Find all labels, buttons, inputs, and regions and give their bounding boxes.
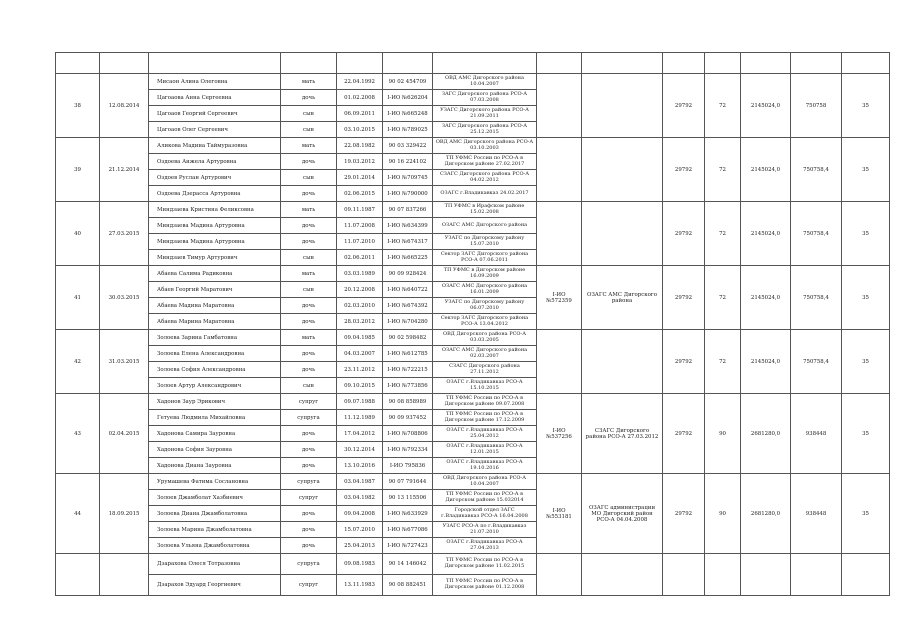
subsidy-cell: 750758,4 bbox=[791, 266, 842, 330]
record-number-cell: 43 bbox=[56, 394, 100, 474]
member-name-cell: Хадонова Самира Зауровна bbox=[149, 426, 281, 442]
table-row bbox=[56, 202, 890, 218]
member-issued-by-cell: ОЗАГС АМС Дигорского района bbox=[433, 218, 537, 234]
member-issued-by-cell: СЗАГС Дигорского района 27.11.2012 bbox=[433, 362, 537, 378]
member-name-cell: Абаев Георгий Маратович bbox=[149, 282, 281, 298]
member-birthdate-cell: 09.11.1987 bbox=[337, 202, 383, 218]
percent-cell: 35 bbox=[842, 202, 890, 266]
member-issued-by-cell: ОЗАГС г.Владикавказ РСО-А 12.01.2015 bbox=[433, 442, 537, 458]
member-document-cell: 90 07 837266 bbox=[383, 202, 433, 218]
percent-cell: 35 bbox=[842, 138, 890, 202]
table-row bbox=[56, 330, 890, 346]
record-number-cell: 38 bbox=[56, 74, 100, 138]
member-document-cell: I-ИО №612785 bbox=[383, 346, 433, 362]
marriage-doc-issuer-cell bbox=[582, 330, 663, 394]
member-relation-cell: дочь bbox=[281, 90, 337, 106]
record-date-cell: 30.03.2015 bbox=[100, 266, 149, 330]
record-date-cell: 18.09.2015 bbox=[100, 474, 149, 554]
member-document-cell: I-ИО №773856 bbox=[383, 378, 433, 394]
member-birthdate-cell: 23.11.2012 bbox=[337, 362, 383, 378]
subsidy-cell: 750758,4 bbox=[791, 202, 842, 266]
member-issued-by-cell: Сектор ЗАГС Дигорского района РСО-А 13.04.2012 bbox=[433, 314, 537, 330]
norm-cell: 72 bbox=[705, 202, 741, 266]
member-document-cell: 90 03 329422 bbox=[383, 138, 433, 154]
member-document-cell: 90 07 791644 bbox=[383, 474, 433, 490]
member-relation-cell: дочь bbox=[281, 346, 337, 362]
norm-cell: 72 bbox=[705, 138, 741, 202]
member-relation-cell: супруг bbox=[281, 575, 337, 596]
code-cell bbox=[663, 554, 705, 596]
table-row bbox=[56, 53, 890, 74]
member-document-cell: 90 14 146042 bbox=[383, 554, 433, 575]
member-name-cell: Золоева Ульяна Джамболатовна bbox=[149, 538, 281, 554]
member-relation-cell: мать bbox=[281, 138, 337, 154]
member-relation-cell: дочь bbox=[281, 538, 337, 554]
marriage-doc-number-cell: I-ИО №553181 bbox=[537, 474, 582, 554]
member-issued-by-cell: УЗАГС по Дигорскому району 15.07.2010 bbox=[433, 234, 537, 250]
member-issued-by-cell: ТП УФМС России по РСО-А в Дигорском районе 01.12.2008 bbox=[433, 575, 537, 596]
member-name-cell: Абаева Марина Маратовна bbox=[149, 314, 281, 330]
member-issued-by-cell: ОЗАГС г.Владикавказ РСО-А 25.04.2012 bbox=[433, 426, 537, 442]
member-document-cell: I-ИО №640722 bbox=[383, 282, 433, 298]
member-name-cell: Цагоаов Георгий Сергеевич bbox=[149, 106, 281, 122]
member-birthdate-cell: 25.04.2013 bbox=[337, 538, 383, 554]
member-name-cell: Дзарахова Олеся Тотразовна bbox=[149, 554, 281, 575]
member-issued-by-cell: ТП УФМС в Ирафском районе 15.02.2008 bbox=[433, 202, 537, 218]
sum-cell: 2145024,0 bbox=[741, 266, 791, 330]
member-relation-cell: супруг bbox=[281, 394, 337, 410]
member-name-cell: Золоева Диана Джамболатовна bbox=[149, 506, 281, 522]
member-document-cell: 90 02 454709 bbox=[383, 74, 433, 90]
subsidy-cell bbox=[791, 53, 842, 74]
member-name-cell: Дзарахов Эдуард Георгиевич bbox=[149, 575, 281, 596]
sum-cell bbox=[741, 554, 791, 596]
marriage-doc-issuer-cell bbox=[582, 554, 663, 596]
member-document-cell: 90 08 882451 bbox=[383, 575, 433, 596]
member-relation-cell: мать bbox=[281, 74, 337, 90]
member-document-cell: I-ИО №665225 bbox=[383, 250, 433, 266]
table-row bbox=[56, 266, 890, 282]
member-issued-by-cell: ТП УФМС России по РСО-А в Дигорском районе 27.02.2017 bbox=[433, 154, 537, 170]
member-name-cell: Гетуева Людмила Михайловна bbox=[149, 410, 281, 426]
member-relation-cell: мать bbox=[281, 330, 337, 346]
member-issued-by-cell: ОЗАГС г.Владикавказ РСО-А 27.04.2013 bbox=[433, 538, 537, 554]
member-document-cell: I-ИО №704280 bbox=[383, 314, 433, 330]
member-name-cell: Мисаон Алина Олеговна bbox=[149, 74, 281, 90]
percent-cell: 35 bbox=[842, 394, 890, 474]
member-relation-cell: дочь bbox=[281, 458, 337, 474]
member-birthdate-cell bbox=[337, 53, 383, 74]
member-birthdate-cell: 11.12.1989 bbox=[337, 410, 383, 426]
subsidy-cell: 938448 bbox=[791, 394, 842, 474]
member-issued-by-cell: ОЗАГС АМС Дигорского района 02.03.2007 bbox=[433, 346, 537, 362]
member-birthdate-cell: 06.09.2011 bbox=[337, 106, 383, 122]
member-issued-by-cell: ОВД Дигорского района РСО-А 03.03.2005 bbox=[433, 330, 537, 346]
code-cell: 29792 bbox=[663, 394, 705, 474]
record-number-cell: 41 bbox=[56, 266, 100, 330]
marriage-doc-issuer-cell bbox=[582, 74, 663, 138]
member-issued-by-cell: ТП УФМС России по РСО-А в Дигорском районе 17.12.2009 bbox=[433, 410, 537, 426]
member-issued-by-cell: ОЗАГС г.Владикавказ РСО-А 19.10.2016 bbox=[433, 458, 537, 474]
member-name-cell: Золоева Зарина Гамбатовна bbox=[149, 330, 281, 346]
sum-cell: 2145024,0 bbox=[741, 74, 791, 138]
percent-cell bbox=[842, 554, 890, 596]
member-birthdate-cell: 29.01.2014 bbox=[337, 170, 383, 186]
member-birthdate-cell: 17.04.2012 bbox=[337, 426, 383, 442]
member-relation-cell: дочь bbox=[281, 314, 337, 330]
record-date-cell: 21.12.2014 bbox=[100, 138, 149, 202]
member-birthdate-cell: 09.10.2015 bbox=[337, 378, 383, 394]
member-issued-by-cell: ОЗАГС АМС Дигорского района 16.01.2009 bbox=[433, 282, 537, 298]
marriage-doc-number-cell: I-ИО №537256 bbox=[537, 394, 582, 474]
member-birthdate-cell: 30.12.2014 bbox=[337, 442, 383, 458]
member-issued-by-cell bbox=[433, 53, 537, 74]
member-issued-by-cell: ТП УФМС России по РСО-А в Дигорском районе 15.032014 bbox=[433, 490, 537, 506]
record-date-cell bbox=[100, 554, 149, 596]
member-name-cell: Абаева Салима Радиковна bbox=[149, 266, 281, 282]
marriage-doc-number-cell bbox=[537, 138, 582, 202]
member-document-cell: 90 08 858989 bbox=[383, 394, 433, 410]
marriage-doc-issuer-cell bbox=[582, 53, 663, 74]
norm-cell bbox=[705, 53, 741, 74]
norm-cell: 72 bbox=[705, 74, 741, 138]
member-issued-by-cell: ТП УФМС России по РСО-А в Дигорском районе 11.02.2015 bbox=[433, 554, 537, 575]
member-name-cell: Золоев Джамболат Хазбиевич bbox=[149, 490, 281, 506]
record-number-cell: 44 bbox=[56, 474, 100, 554]
member-birthdate-cell: 20.12.2008 bbox=[337, 282, 383, 298]
marriage-doc-issuer-cell: СЗАГС Дигорского района РСО-А 27.03.2012 bbox=[582, 394, 663, 474]
member-document-cell bbox=[383, 53, 433, 74]
member-name-cell: Золоева Марина Джамболатовна bbox=[149, 522, 281, 538]
code-cell bbox=[663, 53, 705, 74]
member-name-cell: Миндзаева Кристина Феликсовна bbox=[149, 202, 281, 218]
member-birthdate-cell: 22.04.1992 bbox=[337, 74, 383, 90]
member-birthdate-cell: 11.07.2010 bbox=[337, 234, 383, 250]
member-birthdate-cell: 01.02.2008 bbox=[337, 90, 383, 106]
subsidy-cell: 750758 bbox=[791, 74, 842, 138]
member-document-cell: I-ИО №674317 bbox=[383, 234, 433, 250]
member-issued-by-cell: ОВД АМС Дигорского района РСО-А 03.10.2003 bbox=[433, 138, 537, 154]
member-issued-by-cell: ОВД АМС Дигорского района 10.04.2007 bbox=[433, 74, 537, 90]
code-cell: 29792 bbox=[663, 266, 705, 330]
member-name-cell bbox=[149, 53, 281, 74]
member-name-cell: Аликова Мадина Таймуразовна bbox=[149, 138, 281, 154]
table-row bbox=[56, 394, 890, 410]
record-date-cell bbox=[100, 53, 149, 74]
member-issued-by-cell: УЗАГС Дигорского района РСО-А 21.09.2011 bbox=[433, 106, 537, 122]
percent-cell bbox=[842, 53, 890, 74]
code-cell: 29792 bbox=[663, 202, 705, 266]
member-issued-by-cell: ОВД Дигорского района РСО-А 10.04.2007 bbox=[433, 474, 537, 490]
member-name-cell: Хадонова Диана Зауровна bbox=[149, 458, 281, 474]
member-birthdate-cell: 02.06.2015 bbox=[337, 186, 383, 202]
member-birthdate-cell: 03.04.1987 bbox=[337, 474, 383, 490]
member-birthdate-cell: 13.10.2016 bbox=[337, 458, 383, 474]
member-document-cell: I-ИО №665248 bbox=[383, 106, 433, 122]
member-document-cell: I-ИО №790000 bbox=[383, 186, 433, 202]
member-birthdate-cell: 11.07.2008 bbox=[337, 218, 383, 234]
member-name-cell: Абаева Мадина Маратовна bbox=[149, 298, 281, 314]
member-relation-cell: дочь bbox=[281, 154, 337, 170]
member-relation-cell: супруга bbox=[281, 410, 337, 426]
member-relation-cell: сын bbox=[281, 170, 337, 186]
marriage-doc-number-cell bbox=[537, 330, 582, 394]
member-document-cell: I-ИО №708806 bbox=[383, 426, 433, 442]
subsidy-cell: 750758,4 bbox=[791, 330, 842, 394]
member-birthdate-cell: 09.04.1985 bbox=[337, 330, 383, 346]
member-document-cell: 90 09 937452 bbox=[383, 410, 433, 426]
code-cell: 29792 bbox=[663, 74, 705, 138]
member-name-cell: Цагоаов Олег Сергеевич bbox=[149, 122, 281, 138]
member-relation-cell: мать bbox=[281, 202, 337, 218]
table-row bbox=[56, 74, 890, 90]
member-name-cell: Миндзаев Тимур Артурович bbox=[149, 250, 281, 266]
member-document-cell: I-ИО 795836 bbox=[383, 458, 433, 474]
marriage-doc-issuer-cell: ОЗАГС администрации МО Дигорский район РСО-А 04.04.2008 bbox=[582, 474, 663, 554]
member-issued-by-cell: Сектор ЗАГС Дигорского района РСО-А 07.06.2011 bbox=[433, 250, 537, 266]
marriage-doc-number-cell bbox=[537, 554, 582, 596]
member-name-cell: Миндзаева Мадина Артуровна bbox=[149, 218, 281, 234]
norm-cell: 72 bbox=[705, 266, 741, 330]
member-birthdate-cell: 15.07.2010 bbox=[337, 522, 383, 538]
record-date-cell: 12.08.2014 bbox=[100, 74, 149, 138]
member-document-cell: I-ИО №634399 bbox=[383, 218, 433, 234]
record-date-cell: 27.03.2015 bbox=[100, 202, 149, 266]
member-relation-cell: супруг bbox=[281, 490, 337, 506]
member-relation-cell: дочь bbox=[281, 298, 337, 314]
record-date-cell: 02.04.2015 bbox=[100, 394, 149, 474]
sum-cell: 2145024,0 bbox=[741, 138, 791, 202]
member-name-cell: Цагоаова Анна Сергеевна bbox=[149, 90, 281, 106]
member-name-cell: Хадонова София Зауровна bbox=[149, 442, 281, 458]
member-issued-by-cell: УЗАГС по Дигорскому району 06.07.2010 bbox=[433, 298, 537, 314]
member-relation-cell: дочь bbox=[281, 234, 337, 250]
member-document-cell: I-ИО №633929 bbox=[383, 506, 433, 522]
member-relation-cell: сын bbox=[281, 378, 337, 394]
member-document-cell: I-ИО №626204 bbox=[383, 90, 433, 106]
member-relation-cell: супруга bbox=[281, 474, 337, 490]
member-name-cell: Урумашева Фатима Сослановна bbox=[149, 474, 281, 490]
member-issued-by-cell: УЗАГС РСО-А по г.Владикавказ 21.07.2010 bbox=[433, 522, 537, 538]
member-relation-cell: дочь bbox=[281, 442, 337, 458]
code-cell: 29792 bbox=[663, 138, 705, 202]
member-relation-cell: дочь bbox=[281, 506, 337, 522]
member-birthdate-cell: 02.03.2010 bbox=[337, 298, 383, 314]
member-issued-by-cell: Городской отдел ЗАГС г.Владикавказ РСО-А 16.04.2008 bbox=[433, 506, 537, 522]
norm-cell: 90 bbox=[705, 394, 741, 474]
table-body bbox=[56, 53, 890, 596]
member-birthdate-cell: 09.04.2008 bbox=[337, 506, 383, 522]
member-issued-by-cell: ТП УФМС России по РСО-А в Дигорском районе 09.07.2008 bbox=[433, 394, 537, 410]
member-document-cell: I-ИО №727423 bbox=[383, 538, 433, 554]
member-birthdate-cell: 22.08.1982 bbox=[337, 138, 383, 154]
subsidy-cell: 938448 bbox=[791, 474, 842, 554]
sum-cell: 2145024,0 bbox=[741, 330, 791, 394]
member-relation-cell bbox=[281, 53, 337, 74]
percent-cell: 35 bbox=[842, 74, 890, 138]
norm-cell: 90 bbox=[705, 474, 741, 554]
family-register-table bbox=[55, 52, 889, 596]
member-birthdate-cell: 09.07.1988 bbox=[337, 394, 383, 410]
marriage-doc-number-cell bbox=[537, 74, 582, 138]
member-relation-cell: сын bbox=[281, 122, 337, 138]
norm-cell bbox=[705, 554, 741, 596]
percent-cell: 35 bbox=[842, 330, 890, 394]
record-number-cell bbox=[56, 53, 100, 74]
member-relation-cell: дочь bbox=[281, 426, 337, 442]
member-document-cell: I-ИО №674392 bbox=[383, 298, 433, 314]
sum-cell: 2145024,0 bbox=[741, 202, 791, 266]
sum-cell: 2681280,0 bbox=[741, 394, 791, 474]
member-birthdate-cell: 02.06.2011 bbox=[337, 250, 383, 266]
member-birthdate-cell: 03.03.1989 bbox=[337, 266, 383, 282]
member-relation-cell: дочь bbox=[281, 186, 337, 202]
member-document-cell: 90 13 115506 bbox=[383, 490, 433, 506]
member-name-cell: Оздоева Анжела Артуровна bbox=[149, 154, 281, 170]
member-document-cell: I-ИО №677086 bbox=[383, 522, 433, 538]
marriage-doc-number-cell bbox=[537, 202, 582, 266]
record-number-cell: 42 bbox=[56, 330, 100, 394]
marriage-doc-issuer-cell bbox=[582, 202, 663, 266]
norm-cell: 72 bbox=[705, 330, 741, 394]
table-row bbox=[56, 138, 890, 154]
member-birthdate-cell: 04.03.2007 bbox=[337, 346, 383, 362]
member-relation-cell: сын bbox=[281, 250, 337, 266]
member-name-cell: Оздоева Дзерасса Артуровна bbox=[149, 186, 281, 202]
member-birthdate-cell: 19.03.2012 bbox=[337, 154, 383, 170]
member-name-cell: Миндзаева Мадина Артуровна bbox=[149, 234, 281, 250]
subsidy-cell bbox=[791, 554, 842, 596]
member-issued-by-cell: ТП УФМС в Дигорском районе 16.09.2009 bbox=[433, 266, 537, 282]
member-issued-by-cell: ОЗАГС г.Владикавказ 24.02.2017 bbox=[433, 186, 537, 202]
member-name-cell: Оздоев Руслан Артурович bbox=[149, 170, 281, 186]
member-relation-cell: дочь bbox=[281, 218, 337, 234]
member-issued-by-cell: ЗАГС Дигорского района РСО-А 07.03.2008 bbox=[433, 90, 537, 106]
marriage-doc-number-cell: I-ИО №572359 bbox=[537, 266, 582, 330]
percent-cell: 35 bbox=[842, 474, 890, 554]
member-document-cell: 90 02 598482 bbox=[383, 330, 433, 346]
record-number-cell: 40 bbox=[56, 202, 100, 266]
code-cell: 29792 bbox=[663, 330, 705, 394]
member-relation-cell: сын bbox=[281, 106, 337, 122]
member-document-cell: I-ИО №709745 bbox=[383, 170, 433, 186]
member-birthdate-cell: 09.08.1983 bbox=[337, 554, 383, 575]
member-relation-cell: дочь bbox=[281, 522, 337, 538]
member-birthdate-cell: 03.04.1982 bbox=[337, 490, 383, 506]
marriage-doc-number-cell bbox=[537, 53, 582, 74]
member-name-cell: Хадонов Заур Эрикович bbox=[149, 394, 281, 410]
member-issued-by-cell: СЗАГС Дигорского района РСО-А 04.02.2012 bbox=[433, 170, 537, 186]
marriage-doc-issuer-cell bbox=[582, 138, 663, 202]
member-birthdate-cell: 28.03.2012 bbox=[337, 314, 383, 330]
member-birthdate-cell: 03.10.2015 bbox=[337, 122, 383, 138]
member-name-cell: Золоева София Александровна bbox=[149, 362, 281, 378]
member-relation-cell: сын bbox=[281, 282, 337, 298]
record-date-cell: 31.03.2015 bbox=[100, 330, 149, 394]
percent-cell: 35 bbox=[842, 266, 890, 330]
table-row bbox=[56, 474, 890, 490]
member-document-cell: 90 16 224102 bbox=[383, 154, 433, 170]
member-document-cell: I-ИО №792334 bbox=[383, 442, 433, 458]
member-document-cell: I-ИО №789025 bbox=[383, 122, 433, 138]
member-relation-cell: супруга bbox=[281, 554, 337, 575]
member-relation-cell: дочь bbox=[281, 362, 337, 378]
record-number-cell bbox=[56, 554, 100, 596]
code-cell: 29792 bbox=[663, 474, 705, 554]
member-document-cell: 90 09 928424 bbox=[383, 266, 433, 282]
subsidy-cell: 750758,4 bbox=[791, 138, 842, 202]
member-issued-by-cell: ЗАГС Дигорского района РСО-А 25.12.2015 bbox=[433, 122, 537, 138]
sum-cell: 2681280,0 bbox=[741, 474, 791, 554]
table-row bbox=[56, 554, 890, 575]
marriage-doc-issuer-cell: ОЗАГС АМС Дигорского района bbox=[582, 266, 663, 330]
member-issued-by-cell: ОЗАГС г.Владикавказ РСО-А 15.10.2015 bbox=[433, 378, 537, 394]
record-number-cell: 39 bbox=[56, 138, 100, 202]
member-birthdate-cell: 13.11.1983 bbox=[337, 575, 383, 596]
member-relation-cell: мать bbox=[281, 266, 337, 282]
sum-cell bbox=[741, 53, 791, 74]
member-name-cell: Золоев Артур Александрович bbox=[149, 378, 281, 394]
member-document-cell: I-ИО №722215 bbox=[383, 362, 433, 378]
member-name-cell: Золоева Елена Александровна bbox=[149, 346, 281, 362]
